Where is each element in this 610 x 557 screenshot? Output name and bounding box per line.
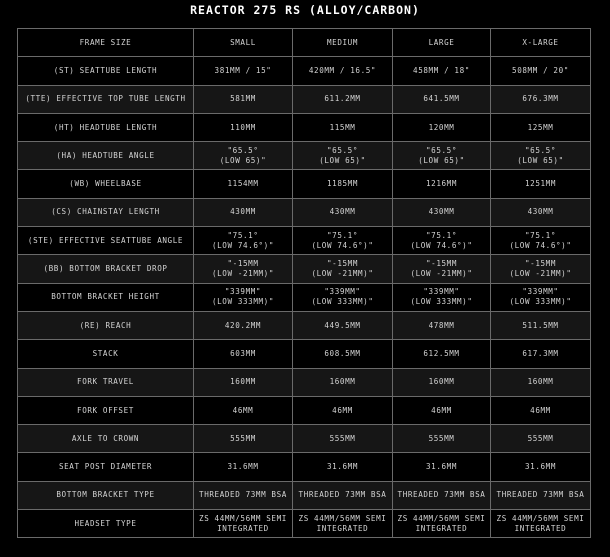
- row-label-cell: FORK OFFSET: [18, 396, 194, 424]
- value-cell-x-large: THREADED 73MM BSA: [491, 481, 591, 509]
- value-cell-x-large: 511.5MM: [491, 311, 591, 339]
- header-cell-frame-size: FRAME SIZE: [18, 29, 194, 57]
- table-row: [18, 396, 591, 424]
- value-cell-medium: THREADED 73MM BSA: [293, 481, 393, 509]
- table-row: [18, 198, 591, 226]
- value-cell-small: ZS 44MM/56MM SEMI INTEGRATED: [194, 510, 293, 538]
- value-cell-small: 1154MM: [194, 170, 293, 198]
- value-cell-medium: 1185MM: [293, 170, 393, 198]
- value-cell-medium: 611.2MM: [293, 85, 393, 113]
- value-cell-large: "339MM" (LOW 333MM)": [393, 283, 491, 311]
- value-cell-small: "339MM" (LOW 333MM)": [194, 283, 293, 311]
- value-cell-x-large: 46MM: [491, 396, 591, 424]
- value-cell-x-large: "-15MM (LOW -21MM)": [491, 255, 591, 283]
- value-cell-x-large: "339MM" (LOW 333MM)": [491, 283, 591, 311]
- row-label-cell: (STE) EFFECTIVE SEATTUBE ANGLE: [18, 227, 194, 255]
- value-cell-x-large: "65.5° (LOW 65)": [491, 142, 591, 170]
- value-cell-medium: 160MM: [293, 368, 393, 396]
- value-cell-large: 641.5MM: [393, 85, 491, 113]
- table-row: [18, 340, 591, 368]
- value-cell-large: THREADED 73MM BSA: [393, 481, 491, 509]
- row-label-cell: BOTTOM BRACKET HEIGHT: [18, 283, 194, 311]
- value-cell-small: "65.5° (LOW 65)": [194, 142, 293, 170]
- table-row: [18, 481, 591, 509]
- value-cell-medium: "75.1° (LOW 74.6°)": [293, 227, 393, 255]
- table-header-row: [18, 29, 591, 57]
- value-cell-medium: "-15MM (LOW -21MM)": [293, 255, 393, 283]
- value-cell-x-large: 125MM: [491, 113, 591, 141]
- row-label-cell: FORK TRAVEL: [18, 368, 194, 396]
- value-cell-small: 430MM: [194, 198, 293, 226]
- table-row: [18, 113, 591, 141]
- value-cell-x-large: 160MM: [491, 368, 591, 396]
- value-cell-large: ZS 44MM/56MM SEMI INTEGRATED: [393, 510, 491, 538]
- value-cell-small: 31.6MM: [194, 453, 293, 481]
- row-label-cell: STACK: [18, 340, 194, 368]
- row-label-cell: (TTE) EFFECTIVE TOP TUBE LENGTH: [18, 85, 194, 113]
- value-cell-small: 46MM: [194, 396, 293, 424]
- value-cell-small: 555MM: [194, 425, 293, 453]
- table-row: [18, 170, 591, 198]
- value-cell-small: THREADED 73MM BSA: [194, 481, 293, 509]
- row-label-cell: (RE) REACH: [18, 311, 194, 339]
- value-cell-large: 555MM: [393, 425, 491, 453]
- value-cell-x-large: 508MM / 20": [491, 57, 591, 85]
- value-cell-small: "75.1° (LOW 74.6°)": [194, 227, 293, 255]
- value-cell-small: 581MM: [194, 85, 293, 113]
- value-cell-large: 1216MM: [393, 170, 491, 198]
- value-cell-medium: 31.6MM: [293, 453, 393, 481]
- value-cell-x-large: 617.3MM: [491, 340, 591, 368]
- value-cell-medium: 555MM: [293, 425, 393, 453]
- value-cell-medium: "65.5° (LOW 65)": [293, 142, 393, 170]
- table-row: [18, 85, 591, 113]
- value-cell-large: 160MM: [393, 368, 491, 396]
- value-cell-small: 110MM: [194, 113, 293, 141]
- value-cell-medium: 46MM: [293, 396, 393, 424]
- value-cell-medium: 420MM / 16.5": [293, 57, 393, 85]
- row-label-cell: AXLE TO CROWN: [18, 425, 194, 453]
- row-label-cell: HEADSET TYPE: [18, 510, 194, 538]
- row-label-cell: BOTTOM BRACKET TYPE: [18, 481, 194, 509]
- header-cell-x-large: X-LARGE: [491, 29, 591, 57]
- geometry-table: [17, 28, 591, 538]
- table-row: [18, 368, 591, 396]
- value-cell-small: 420.2MM: [194, 311, 293, 339]
- value-cell-large: 31.6MM: [393, 453, 491, 481]
- value-cell-small: "-15MM (LOW -21MM)": [194, 255, 293, 283]
- value-cell-small: 160MM: [194, 368, 293, 396]
- value-cell-small: 603MM: [194, 340, 293, 368]
- row-label-cell: (HA) HEADTUBE ANGLE: [18, 142, 194, 170]
- table-row: [18, 283, 591, 311]
- value-cell-large: 612.5MM: [393, 340, 491, 368]
- value-cell-large: "65.5° (LOW 65)": [393, 142, 491, 170]
- value-cell-large: "75.1° (LOW 74.6°)": [393, 227, 491, 255]
- value-cell-x-large: 430MM: [491, 198, 591, 226]
- value-cell-medium: 115MM: [293, 113, 393, 141]
- value-cell-x-large: 1251MM: [491, 170, 591, 198]
- value-cell-large: 458MM / 18": [393, 57, 491, 85]
- value-cell-medium: 449.5MM: [293, 311, 393, 339]
- table-row: [18, 510, 591, 538]
- row-label-cell: (CS) CHAINSTAY LENGTH: [18, 198, 194, 226]
- value-cell-x-large: 555MM: [491, 425, 591, 453]
- table-row: [18, 227, 591, 255]
- value-cell-large: 46MM: [393, 396, 491, 424]
- header-cell-medium: MEDIUM: [293, 29, 393, 57]
- value-cell-large: "-15MM (LOW -21MM)": [393, 255, 491, 283]
- value-cell-medium: "339MM" (LOW 333MM)": [293, 283, 393, 311]
- value-cell-medium: 608.5MM: [293, 340, 393, 368]
- header-cell-large: LARGE: [393, 29, 491, 57]
- row-label-cell: (ST) SEATTUBE LENGTH: [18, 57, 194, 85]
- value-cell-medium: 430MM: [293, 198, 393, 226]
- table-row: [18, 453, 591, 481]
- row-label-cell: (HT) HEADTUBE LENGTH: [18, 113, 194, 141]
- value-cell-small: 381MM / 15": [194, 57, 293, 85]
- value-cell-medium: ZS 44MM/56MM SEMI INTEGRATED: [293, 510, 393, 538]
- value-cell-large: 430MM: [393, 198, 491, 226]
- value-cell-x-large: "75.1° (LOW 74.6°)": [491, 227, 591, 255]
- row-label-cell: (BB) BOTTOM BRACKET DROP: [18, 255, 194, 283]
- value-cell-x-large: ZS 44MM/56MM SEMI INTEGRATED: [491, 510, 591, 538]
- table-body: [18, 57, 591, 538]
- row-label-cell: SEAT POST DIAMETER: [18, 453, 194, 481]
- row-label-cell: (WB) WHEELBASE: [18, 170, 194, 198]
- table-row: [18, 142, 591, 170]
- table-row: [18, 425, 591, 453]
- page-title: REACTOR 275 RS (ALLOY/CARBON): [190, 3, 420, 17]
- value-cell-x-large: 31.6MM: [491, 453, 591, 481]
- table-row: [18, 311, 591, 339]
- value-cell-x-large: 676.3MM: [491, 85, 591, 113]
- header-cell-small: SMALL: [194, 29, 293, 57]
- table-row: [18, 255, 591, 283]
- value-cell-large: 120MM: [393, 113, 491, 141]
- table-row: [18, 57, 591, 85]
- value-cell-large: 478MM: [393, 311, 491, 339]
